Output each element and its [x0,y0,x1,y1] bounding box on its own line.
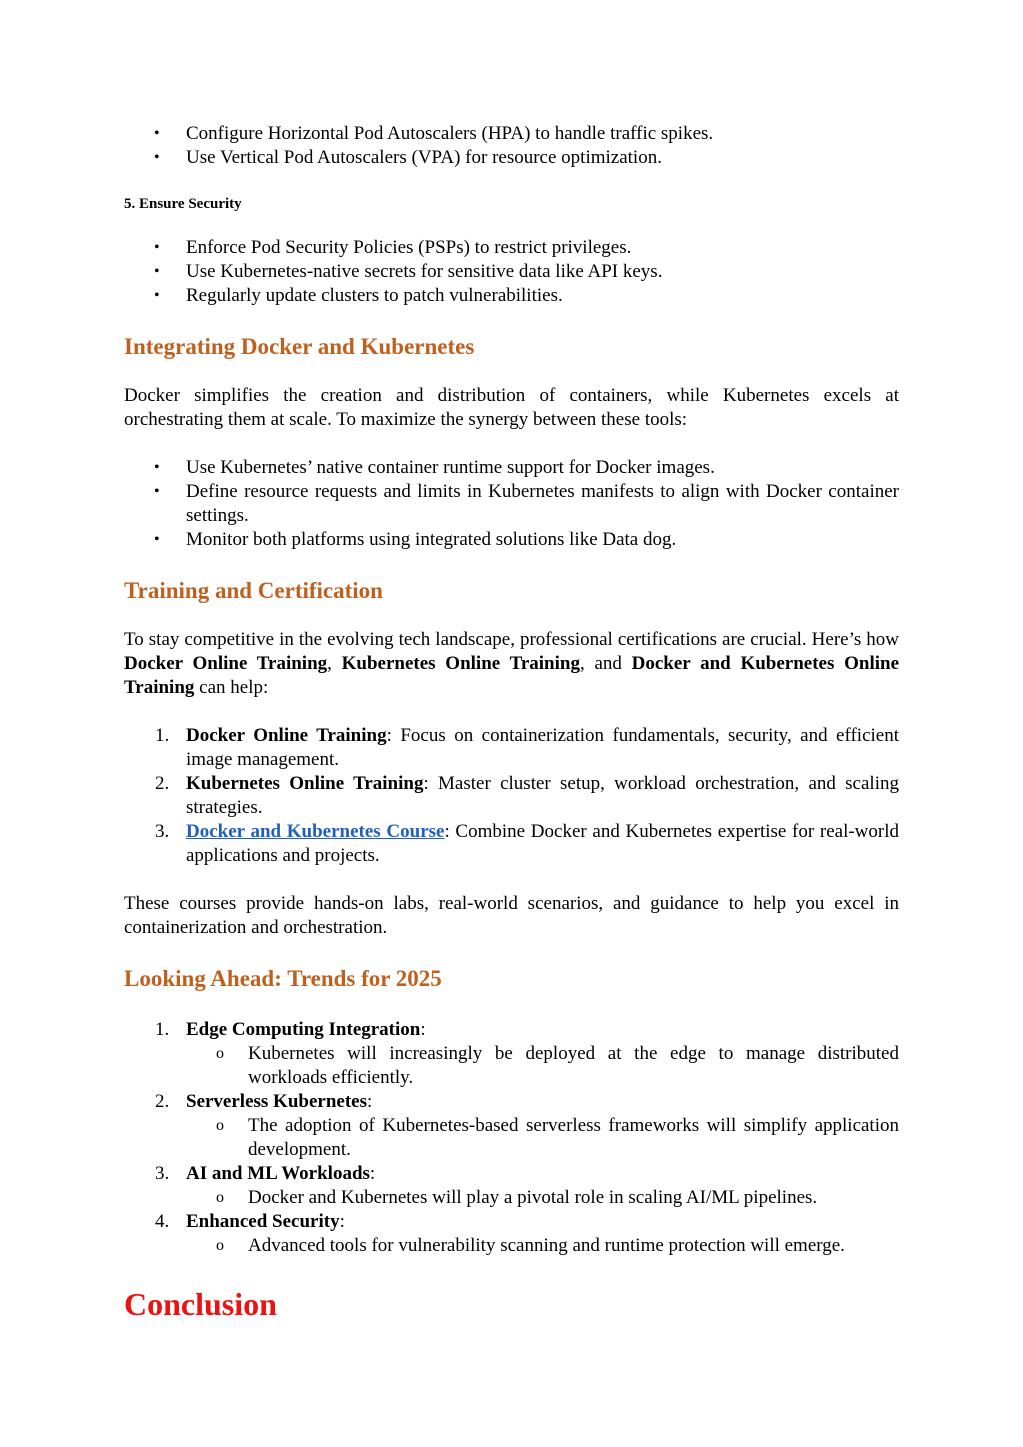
item-title: AI and ML Workloads [186,1163,370,1184]
list-item: • Use Kubernetes’ native container runtime support for Docker images. [124,456,899,480]
sub-item: o Advanced tools for vulnerability scanning and runtime protection will emerge. [186,1234,899,1258]
list-number: 2. [155,1091,170,1112]
list-item: • Define resource requests and limits in Kubernetes manifests to align with Docker container settings. [124,480,899,528]
list-item: • Configure Horizontal Pod Autoscalers (HPA) to handle traffic spikes. [124,122,899,146]
item-text: : Master cluster setup, workload orchestration, and scaling strategies. [186,773,899,818]
training-closing: These courses provide hands-on labs, real-world scenarios, and guidance to help you excel in containerization and orchestration. [124,893,899,938]
document-page [124,122,899,1324]
security-list [124,236,899,308]
sub-list [186,1042,899,1090]
list-item: • Enforce Pod Security Policies (PSPs) to restrict privileges. [124,236,899,260]
colon: : [369,1163,376,1184]
sub-item: o Kubernetes will increasingly be deployed at the edge to manage distributed workloads efficiently. [186,1042,899,1090]
sub-list [186,1186,899,1210]
item-title: Edge Computing Integration [186,1019,421,1040]
colon: : [366,1091,373,1112]
list-item: • Use Kubernetes-native secrets for sensitive data like API keys. [124,260,899,284]
training-heading: Training and Certification [124,578,383,603]
security-subheading: 5. Ensure Security [124,196,242,212]
list-item: • Monitor both platforms using integrated solutions like Data dog. [124,528,899,552]
integrating-paragraph: Docker simplifies the creation and distribution of containers, while Kubernetes excels at orchestrating them at scale. To maximize the synergy between these tools: [124,385,899,430]
docker-training-bold: Docker Online Training [124,653,328,674]
training-intro [124,628,899,700]
autoscaler-list [124,122,899,170]
sub-list [186,1234,899,1258]
course-link[interactable]: Docker and Kubernetes Course [186,821,445,842]
list-number: 2. [155,773,170,794]
item-text: : Combine Docker and Kubernetes expertise for real-world applications and projects. [186,821,900,866]
list-number: 1. [155,1019,170,1040]
list-item [124,772,899,820]
list-item: • Use Vertical Pod Autoscalers (VPA) for resource optimization. [124,146,899,170]
item-title: Kubernetes Online Training [186,773,424,794]
item-text: : Focus on containerization fundamentals, security, and efficient image management. [186,725,899,770]
list-number: 1. [155,725,170,746]
separator: , [327,653,342,674]
conclusion-heading: Conclusion [124,1286,277,1322]
list-item [124,820,899,868]
colon: : [339,1211,345,1232]
sub-list [186,1114,899,1162]
docker-kubernetes-training-bold: Docker and Kubernetes Online Training [124,653,900,698]
list-item [124,1018,899,1090]
trends-heading: Looking Ahead: Trends for 2025 [124,966,442,991]
kubernetes-training-bold: Kubernetes Online Training [341,653,580,674]
colon: : [420,1019,426,1040]
sub-item: o The adoption of Kubernetes-based serverless frameworks will simplify application development. [186,1114,899,1162]
list-item [124,1210,899,1258]
integrating-list [124,456,899,552]
training-list [124,724,899,868]
list-item [124,724,899,772]
list-number: 3. [155,821,170,842]
integrating-heading: Integrating Docker and Kubernetes [124,334,475,359]
intro-text: can help: [194,677,269,698]
item-title: Docker Online Training [186,725,387,746]
separator: , and [579,653,632,674]
trends-list [124,1018,899,1258]
item-title: Serverless Kubernetes [186,1091,367,1112]
sub-item: o Docker and Kubernetes will play a pivotal role in scaling AI/ML pipelines. [186,1186,899,1210]
intro-text: To stay competitive in the evolving tech landscape, professional certifications are crucial. Here’s how [124,629,899,650]
list-item [124,1162,899,1210]
item-title: Enhanced Security [186,1211,340,1232]
list-number: 4. [155,1211,170,1232]
list-item [124,1090,899,1162]
list-number: 3. [155,1163,170,1184]
list-item: • Regularly update clusters to patch vulnerabilities. [124,284,899,308]
